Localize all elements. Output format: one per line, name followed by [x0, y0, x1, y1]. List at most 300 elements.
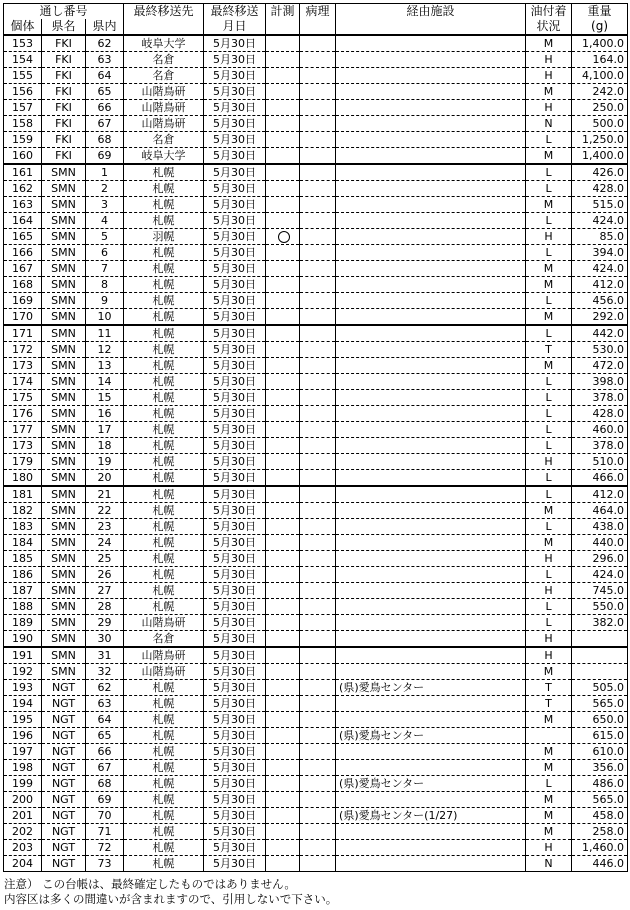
cell-destination: 札幌: [124, 213, 204, 229]
cell-destination: 札幌: [124, 181, 204, 197]
cell-via-facility: [336, 116, 526, 132]
cell-pathology: [300, 438, 336, 454]
cell-prefecture: NGT: [42, 840, 86, 856]
cell-in-prefecture: 26: [86, 567, 124, 583]
cell-individual: 165: [4, 229, 42, 245]
cell-destination: 岐阜大学: [124, 35, 204, 52]
cell-weight: 456.0: [572, 293, 628, 309]
cell-oil-status: H: [526, 583, 572, 599]
cell-in-prefecture: 31: [86, 647, 124, 664]
cell-prefecture: SMN: [42, 406, 86, 422]
cell-weight: 446.0: [572, 856, 628, 872]
cell-prefecture: SMN: [42, 229, 86, 245]
cell-pathology: [300, 213, 336, 229]
cell-pathology: [300, 567, 336, 583]
cell-individual: 197: [4, 744, 42, 760]
cell-via-facility: [336, 164, 526, 181]
cell-pathology: [300, 181, 336, 197]
cell-weight: 428.0: [572, 181, 628, 197]
cell-oil-status: L: [526, 164, 572, 181]
table-row: [4, 374, 628, 390]
cell-via-facility: [336, 486, 526, 503]
table-row: [4, 68, 628, 84]
cell-measure: [266, 116, 300, 132]
cell-via-facility: [336, 261, 526, 277]
cell-measure: [266, 744, 300, 760]
cell-weight: 610.0: [572, 744, 628, 760]
table-row: [4, 535, 628, 551]
cell-prefecture: SMN: [42, 486, 86, 503]
cell-destination: 山階鳥研: [124, 647, 204, 664]
cell-pathology: [300, 164, 336, 181]
cell-weight: 472.0: [572, 358, 628, 374]
cell-individual: 175: [4, 390, 42, 406]
cell-in-prefecture: 15: [86, 390, 124, 406]
cell-in-prefecture: 12: [86, 342, 124, 358]
cell-pathology: [300, 293, 336, 309]
cell-via-facility: [336, 148, 526, 165]
cell-oil-status: H: [526, 551, 572, 567]
cell-transfer-date: 5月30日: [204, 374, 266, 390]
cell-individual: 187: [4, 583, 42, 599]
table-row: [4, 808, 628, 824]
cell-oil-status: M: [526, 148, 572, 165]
header-measure-cont: [266, 19, 300, 35]
cell-pathology: [300, 422, 336, 438]
cell-individual: 168: [4, 277, 42, 293]
cell-prefecture: SMN: [42, 551, 86, 567]
header-oil-top: 油付着: [526, 4, 572, 20]
cell-via-facility: [336, 535, 526, 551]
cell-weight: 458.0: [572, 808, 628, 824]
header-destination-cont: [124, 19, 204, 35]
cell-oil-status: M: [526, 261, 572, 277]
cell-in-prefecture: 72: [86, 840, 124, 856]
cell-pathology: [300, 325, 336, 342]
cell-individual: 171: [4, 325, 42, 342]
cell-weight: 242.0: [572, 84, 628, 100]
cell-oil-status: M: [526, 808, 572, 824]
cell-in-prefecture: 64: [86, 68, 124, 84]
cell-oil-status: M: [526, 503, 572, 519]
cell-prefecture: SMN: [42, 390, 86, 406]
cell-in-prefecture: 1: [86, 164, 124, 181]
cell-oil-status: L: [526, 293, 572, 309]
cell-via-facility: [336, 470, 526, 487]
cell-transfer-date: 5月30日: [204, 84, 266, 100]
cell-in-prefecture: 13: [86, 358, 124, 374]
header-pathology: 病理: [300, 4, 336, 20]
cell-via-facility: [336, 325, 526, 342]
cell-prefecture: SMN: [42, 358, 86, 374]
cell-destination: 札幌: [124, 792, 204, 808]
table-row: [4, 325, 628, 342]
cell-individual: 159: [4, 132, 42, 148]
cell-pathology: [300, 615, 336, 631]
cell-oil-status: L: [526, 325, 572, 342]
cell-weight: 466.0: [572, 470, 628, 487]
cell-destination: 札幌: [124, 824, 204, 840]
cell-in-prefecture: 2: [86, 181, 124, 197]
cell-individual: 183: [4, 519, 42, 535]
cell-transfer-date: 5月30日: [204, 148, 266, 165]
cell-in-prefecture: 23: [86, 519, 124, 535]
header-via-cont: [336, 19, 526, 35]
cell-via-facility: [336, 197, 526, 213]
cell-oil-status: L: [526, 213, 572, 229]
cell-individual: 154: [4, 52, 42, 68]
cell-transfer-date: 5月30日: [204, 229, 266, 245]
table-row: [4, 486, 628, 503]
cell-via-facility: [336, 342, 526, 358]
table-row: [4, 35, 628, 52]
cell-oil-status: L: [526, 519, 572, 535]
cell-pathology: [300, 631, 336, 648]
cell-individual: 163: [4, 197, 42, 213]
cell-weight: 464.0: [572, 503, 628, 519]
table-row: [4, 181, 628, 197]
cell-measure: [266, 309, 300, 326]
cell-oil-status: L: [526, 567, 572, 583]
cell-oil-status: H: [526, 68, 572, 84]
cell-destination: 札幌: [124, 438, 204, 454]
cell-destination: 札幌: [124, 696, 204, 712]
table-row: [4, 213, 628, 229]
cell-weight: 292.0: [572, 309, 628, 326]
cell-measure: [266, 519, 300, 535]
cell-destination: 札幌: [124, 583, 204, 599]
cell-individual: 202: [4, 824, 42, 840]
cell-individual: 182: [4, 503, 42, 519]
cell-destination: 札幌: [124, 680, 204, 696]
cell-oil-status: M: [526, 358, 572, 374]
cell-pathology: [300, 503, 336, 519]
cell-via-facility: [336, 132, 526, 148]
table-row: [4, 229, 628, 245]
cell-prefecture: NGT: [42, 696, 86, 712]
cell-via-facility: [336, 519, 526, 535]
cell-measure: [266, 567, 300, 583]
cell-pathology: [300, 744, 336, 760]
table-row: [4, 728, 628, 744]
cell-in-prefecture: 69: [86, 148, 124, 165]
cell-oil-status: N: [526, 856, 572, 872]
cell-individual: 166: [4, 245, 42, 261]
cell-weight: 382.0: [572, 615, 628, 631]
cell-prefecture: SMN: [42, 245, 86, 261]
table-row: [4, 358, 628, 374]
table-row: [4, 664, 628, 680]
cell-oil-status: H: [526, 647, 572, 664]
cell-in-prefecture: 71: [86, 824, 124, 840]
cell-transfer-date: 5月30日: [204, 583, 266, 599]
table-row: [4, 776, 628, 792]
cell-prefecture: NGT: [42, 776, 86, 792]
cell-in-prefecture: 68: [86, 776, 124, 792]
cell-weight: 424.0: [572, 261, 628, 277]
cell-via-facility: [336, 696, 526, 712]
cell-destination: 札幌: [124, 551, 204, 567]
cell-in-prefecture: 5: [86, 229, 124, 245]
cell-via-facility: (県)愛鳥センター: [336, 680, 526, 696]
cell-measure: [266, 132, 300, 148]
cell-oil-status: L: [526, 599, 572, 615]
cell-destination: 札幌: [124, 342, 204, 358]
cell-oil-status: L: [526, 776, 572, 792]
table-row: [4, 631, 628, 648]
cell-destination: 札幌: [124, 856, 204, 872]
cell-in-prefecture: 25: [86, 551, 124, 567]
cell-measure: [266, 824, 300, 840]
cell-in-prefecture: 28: [86, 599, 124, 615]
table-row: [4, 760, 628, 776]
cell-prefecture: NGT: [42, 680, 86, 696]
cell-pathology: [300, 664, 336, 680]
cell-weight: 1,250.0: [572, 132, 628, 148]
cell-prefecture: NGT: [42, 744, 86, 760]
table-header: [4, 4, 628, 36]
cell-measure: [266, 293, 300, 309]
cell-weight: [572, 647, 628, 664]
cell-individual: 191: [4, 647, 42, 664]
cell-oil-status: T: [526, 696, 572, 712]
cell-pathology: [300, 808, 336, 824]
cell-pathology: [300, 712, 336, 728]
cell-weight: 398.0: [572, 374, 628, 390]
cell-via-facility: [336, 615, 526, 631]
cell-individual: 185: [4, 551, 42, 567]
cell-individual: 181: [4, 486, 42, 503]
cell-destination: 名倉: [124, 68, 204, 84]
cell-oil-status: L: [526, 390, 572, 406]
cell-transfer-date: 5月30日: [204, 760, 266, 776]
cell-weight: 258.0: [572, 824, 628, 840]
cell-measure: [266, 181, 300, 197]
table-row: [4, 197, 628, 213]
cell-transfer-date: 5月30日: [204, 35, 266, 52]
cell-measure: [266, 422, 300, 438]
cell-pathology: [300, 309, 336, 326]
cell-weight: 565.0: [572, 696, 628, 712]
cell-prefecture: SMN: [42, 325, 86, 342]
cell-transfer-date: 5月30日: [204, 519, 266, 535]
table-row: [4, 293, 628, 309]
cell-weight: 745.0: [572, 583, 628, 599]
cell-transfer-date: 5月30日: [204, 599, 266, 615]
cell-in-prefecture: 64: [86, 712, 124, 728]
cell-prefecture: SMN: [42, 519, 86, 535]
cell-weight: 85.0: [572, 229, 628, 245]
cell-individual: 173: [4, 438, 42, 454]
cell-weight: 438.0: [572, 519, 628, 535]
cell-destination: 札幌: [124, 261, 204, 277]
cell-transfer-date: 5月30日: [204, 776, 266, 792]
cell-prefecture: SMN: [42, 374, 86, 390]
cell-pathology: [300, 342, 336, 358]
table-row: [4, 647, 628, 664]
cell-in-prefecture: 66: [86, 744, 124, 760]
cell-via-facility: [336, 68, 526, 84]
cell-measure: [266, 664, 300, 680]
cell-in-prefecture: 30: [86, 631, 124, 648]
cell-oil-status: L: [526, 486, 572, 503]
cell-oil-status: T: [526, 342, 572, 358]
cell-measure: [266, 776, 300, 792]
cell-via-facility: [336, 583, 526, 599]
cell-via-facility: (県)愛鳥センター: [336, 776, 526, 792]
cell-individual: 203: [4, 840, 42, 856]
table-row: [4, 245, 628, 261]
cell-in-prefecture: 7: [86, 261, 124, 277]
cell-destination: 名倉: [124, 631, 204, 648]
cell-prefecture: FKI: [42, 84, 86, 100]
table-row: [4, 309, 628, 326]
cell-measure: [266, 728, 300, 744]
cell-weight: 486.0: [572, 776, 628, 792]
cell-transfer-date: 5月30日: [204, 245, 266, 261]
table-row: [4, 454, 628, 470]
cell-measure: [266, 503, 300, 519]
table-row: [4, 824, 628, 840]
cell-pathology: [300, 132, 336, 148]
cell-in-prefecture: 9: [86, 293, 124, 309]
cell-measure: [266, 583, 300, 599]
cell-via-facility: [336, 567, 526, 583]
cell-transfer-date: 5月30日: [204, 567, 266, 583]
header-prefecture: 県名: [42, 19, 86, 35]
cell-pathology: [300, 68, 336, 84]
cell-oil-status: M: [526, 84, 572, 100]
cell-transfer-date: 5月30日: [204, 390, 266, 406]
cell-destination: 山階鳥研: [124, 116, 204, 132]
cell-oil-status: M: [526, 35, 572, 52]
cell-individual: 177: [4, 422, 42, 438]
cell-oil-status: L: [526, 615, 572, 631]
cell-destination: 山階鳥研: [124, 84, 204, 100]
cell-prefecture: SMN: [42, 647, 86, 664]
cell-via-facility: [336, 422, 526, 438]
header-serial-group: 通し番号: [4, 4, 124, 20]
cell-via-facility: [336, 551, 526, 567]
cell-oil-status: M: [526, 535, 572, 551]
cell-transfer-date: 5月30日: [204, 358, 266, 374]
cell-individual: 164: [4, 213, 42, 229]
cell-measure: [266, 712, 300, 728]
cell-prefecture: SMN: [42, 309, 86, 326]
cell-via-facility: [336, 856, 526, 872]
cell-pathology: [300, 406, 336, 422]
cell-pathology: [300, 454, 336, 470]
cell-prefecture: FKI: [42, 68, 86, 84]
cell-measure: [266, 148, 300, 165]
cell-in-prefecture: 66: [86, 100, 124, 116]
table-row: [4, 744, 628, 760]
cell-individual: 184: [4, 535, 42, 551]
cell-in-prefecture: 27: [86, 583, 124, 599]
cell-measure: [266, 438, 300, 454]
cell-via-facility: [336, 406, 526, 422]
cell-destination: 札幌: [124, 470, 204, 487]
cell-pathology: [300, 148, 336, 165]
table-row: [4, 583, 628, 599]
cell-weight: 1,460.0: [572, 840, 628, 856]
cell-prefecture: SMN: [42, 181, 86, 197]
cell-pathology: [300, 84, 336, 100]
cell-weight: 424.0: [572, 213, 628, 229]
cell-weight: 650.0: [572, 712, 628, 728]
cell-oil-status: M: [526, 712, 572, 728]
cell-individual: 190: [4, 631, 42, 648]
cell-pathology: [300, 599, 336, 615]
cell-prefecture: SMN: [42, 164, 86, 181]
cell-prefecture: FKI: [42, 35, 86, 52]
cell-weight: 530.0: [572, 342, 628, 358]
cell-via-facility: [336, 358, 526, 374]
cell-via-facility: (県)愛鳥センター: [336, 728, 526, 744]
cell-prefecture: SMN: [42, 631, 86, 648]
table-row: [4, 277, 628, 293]
cell-in-prefecture: 63: [86, 52, 124, 68]
cell-oil-status: H: [526, 631, 572, 648]
cell-pathology: [300, 245, 336, 261]
cell-destination: 札幌: [124, 293, 204, 309]
table-row: [4, 52, 628, 68]
cell-via-facility: [336, 599, 526, 615]
cell-pathology: [300, 728, 336, 744]
cell-via-facility: [336, 744, 526, 760]
cell-prefecture: SMN: [42, 213, 86, 229]
cell-transfer-date: 5月30日: [204, 856, 266, 872]
cell-destination: 札幌: [124, 519, 204, 535]
cell-prefecture: SMN: [42, 583, 86, 599]
cell-prefecture: FKI: [42, 148, 86, 165]
cell-oil-status: N: [526, 116, 572, 132]
header-individual: 個体: [4, 19, 42, 35]
cell-measure: [266, 680, 300, 696]
table-row: [4, 148, 628, 165]
cell-transfer-date: 5月30日: [204, 181, 266, 197]
cell-measure: [266, 808, 300, 824]
cell-via-facility: [336, 213, 526, 229]
header-pathology-cont: [300, 19, 336, 35]
cell-destination: 札幌: [124, 197, 204, 213]
cell-in-prefecture: 14: [86, 374, 124, 390]
cell-measure: [266, 406, 300, 422]
cell-oil-status: M: [526, 197, 572, 213]
cell-weight: 510.0: [572, 454, 628, 470]
table-row: [4, 116, 628, 132]
table-row: [4, 470, 628, 487]
cell-in-prefecture: 17: [86, 422, 124, 438]
table-row: [4, 132, 628, 148]
cell-weight: 1,400.0: [572, 35, 628, 52]
cell-in-prefecture: 65: [86, 84, 124, 100]
table-row: [4, 840, 628, 856]
cell-weight: 460.0: [572, 422, 628, 438]
cell-transfer-date: 5月30日: [204, 325, 266, 342]
footnote-line-2: 内容区は多くの間違いが含まれますので、引用しないで下さい。: [4, 892, 338, 906]
cell-pathology: [300, 486, 336, 503]
table-row: [4, 712, 628, 728]
table-row: [4, 406, 628, 422]
cell-via-facility: [336, 245, 526, 261]
cell-transfer-date: 5月30日: [204, 840, 266, 856]
cell-weight: 515.0: [572, 197, 628, 213]
cell-pathology: [300, 261, 336, 277]
cell-via-facility: [336, 52, 526, 68]
cell-prefecture: SMN: [42, 438, 86, 454]
cell-oil-status: H: [526, 52, 572, 68]
